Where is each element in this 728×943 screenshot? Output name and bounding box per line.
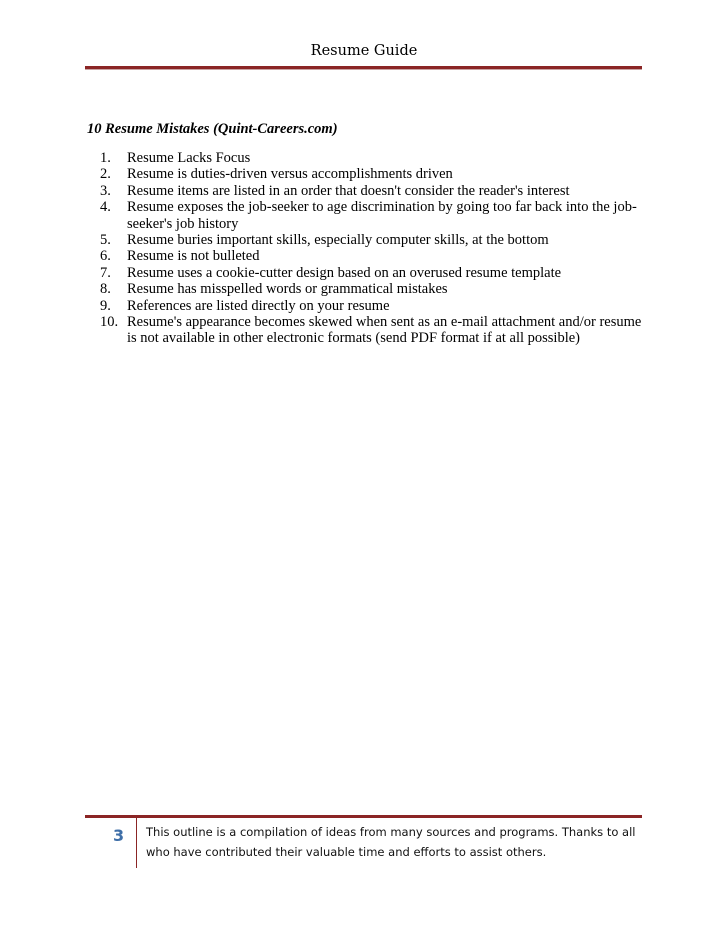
list-item-text: Resume Lacks Focus [127, 150, 251, 166]
header-title: Resume Guide [310, 43, 418, 59]
page-number: 3 [113, 826, 125, 845]
list-item [100, 298, 645, 314]
list-item [100, 314, 645, 347]
footer-rule [85, 815, 642, 818]
list-item-number: 3. [100, 182, 111, 199]
list-item-number: 8. [100, 281, 111, 298]
footer-note: This outline is a compilation of ideas from many sources and programs. Thanks to all who have contributed their valuable time and efforts to assist others. [146, 825, 636, 859]
list-item [100, 166, 645, 182]
list-item-number: 7. [100, 264, 111, 281]
list-item-number: 2. [100, 166, 111, 183]
list-item-number: 9. [100, 297, 111, 314]
list-item [100, 183, 645, 199]
list-item-text: Resume buries important skills, especially computer skills, at the bottom [127, 232, 549, 249]
list-item-text: Resume uses a cookie-cutter design based on an overused resume template [127, 264, 562, 281]
list-item [100, 248, 645, 264]
list-item-number: 6. [100, 248, 111, 265]
list-item [100, 150, 645, 166]
list-item-text: Resume exposes the job-seeker to age discrimination by going too far back into the job-seeker's job history [127, 199, 637, 232]
list-item [100, 199, 645, 232]
list-item-text: References are listed directly on your resume [127, 297, 390, 314]
list-item-number: 4. [100, 199, 111, 216]
list-item-text: Resume is not bulleted [127, 248, 260, 265]
list-item-text: Resume's appearance becomes skewed when sent as an e-mail attachment and/or resume is not available in other electronic formats (send PDF format if at all possible) [127, 314, 642, 347]
section-title: 10 Resume Mistakes (Quint-Careers.com) [87, 121, 338, 137]
list-item-number: 1. [100, 150, 111, 166]
list-item-number: 5. [100, 232, 111, 249]
mistakes-list [100, 150, 645, 347]
list-item-number: 10. [100, 314, 119, 331]
list-item-text: Resume is duties-driven versus accomplishments driven [127, 166, 453, 183]
list-item-text: Resume items are listed in an order that doesn't consider the reader's interest [127, 182, 570, 199]
list-item-text: Resume has misspelled words or grammatical mistakes [127, 281, 448, 298]
header-rule [85, 66, 642, 70]
list-item [100, 281, 645, 297]
list-item [100, 232, 645, 248]
list-item [100, 265, 645, 281]
footer-divider [136, 818, 137, 868]
